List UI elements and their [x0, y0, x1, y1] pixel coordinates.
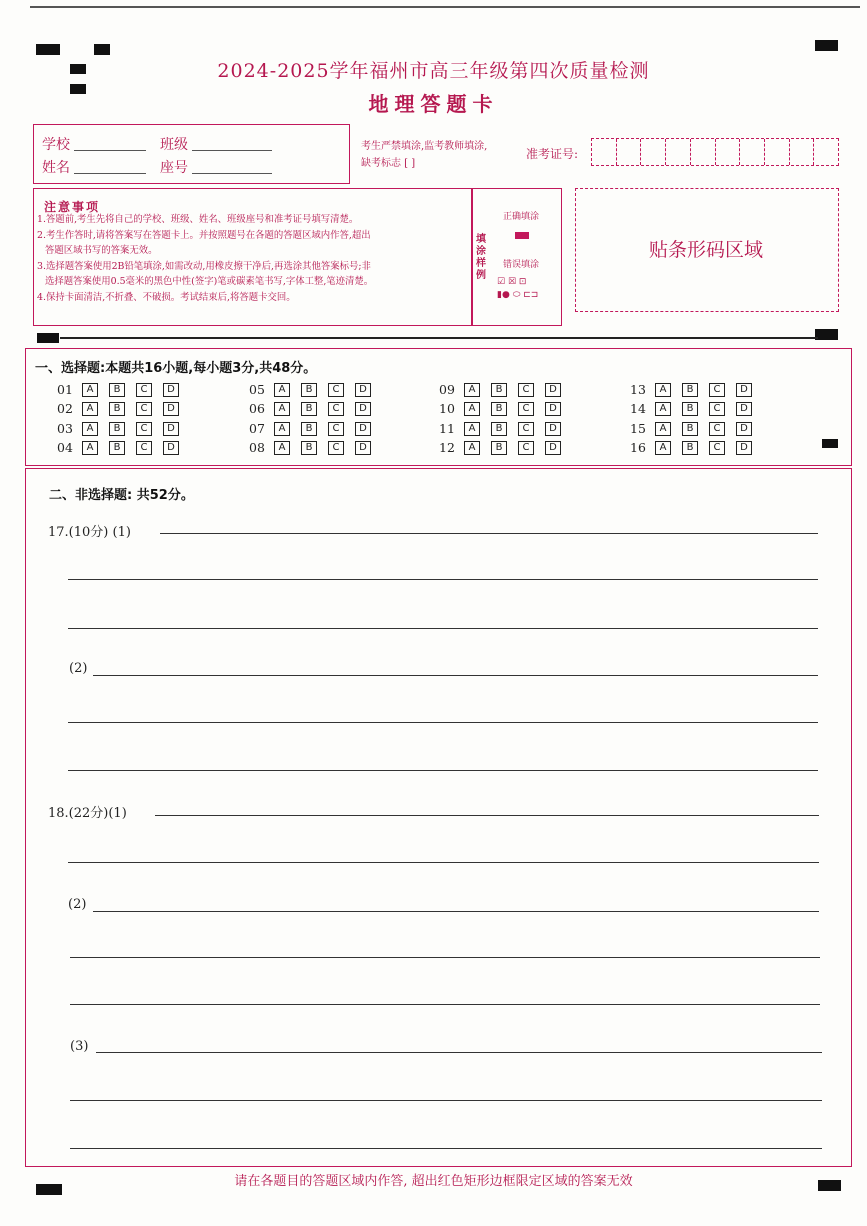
option-bubble[interactable]: A [464, 441, 480, 455]
option-bubble[interactable]: C [709, 402, 725, 416]
correct-fill-label: 正确填涂 [503, 212, 540, 222]
option-bubble[interactable]: B [682, 383, 698, 397]
option-bubble[interactable]: A [274, 383, 290, 397]
class-label: 班级 [160, 137, 188, 153]
option-bubble[interactable]: D [163, 422, 179, 436]
option-bubble[interactable]: B [682, 422, 698, 436]
option-bubble[interactable]: D [163, 441, 179, 455]
option-bubble[interactable]: A [655, 422, 671, 436]
option-bubble[interactable]: B [109, 422, 125, 436]
notice-item: 答题区域书写的答案无效。 [45, 245, 158, 257]
option-bubble[interactable]: A [274, 422, 290, 436]
top-edge-line [30, 6, 860, 8]
option-bubble[interactable]: C [136, 402, 152, 416]
question-number: 08 [249, 440, 265, 455]
seat-field[interactable] [192, 173, 272, 174]
school-field[interactable] [74, 150, 146, 151]
option-bubble[interactable]: B [491, 441, 507, 455]
question-number: 04 [57, 440, 73, 455]
answer-line[interactable] [160, 533, 818, 534]
timing-mark [37, 333, 59, 343]
option-bubble[interactable]: A [464, 383, 480, 397]
option-bubble[interactable]: C [518, 422, 534, 436]
answer-line[interactable] [96, 1052, 822, 1053]
proctor-note: 考生严禁填涂,监考教师填涂, [361, 141, 488, 152]
option-bubble[interactable]: D [355, 402, 371, 416]
option-bubble[interactable]: D [736, 441, 752, 455]
question-number: 02 [57, 401, 73, 416]
q17-label: 17.(10分) (1) [48, 525, 131, 540]
option-bubble[interactable]: B [301, 422, 317, 436]
question-number: 15 [630, 421, 646, 436]
option-bubble[interactable]: C [709, 422, 725, 436]
option-bubble[interactable]: A [274, 402, 290, 416]
option-bubble[interactable]: D [545, 422, 561, 436]
q17-part2-label: (2) [69, 661, 88, 676]
wrong-cross-icon: ☒ [507, 277, 517, 287]
option-bubble[interactable]: B [301, 441, 317, 455]
option-bubble[interactable]: D [736, 383, 752, 397]
wrong-fill-label: 错误填涂 [503, 260, 540, 270]
question-number: 05 [249, 382, 265, 397]
timing-mark [36, 44, 60, 55]
option-bubble[interactable]: A [655, 441, 671, 455]
seat-label: 座号 [160, 160, 188, 176]
option-bubble[interactable]: D [736, 422, 752, 436]
notice-item: 选择题答案使用0.5毫米的黑色中性(签字)笔或碳素笔书写,字体工整,笔迹清楚。 [45, 276, 374, 288]
option-bubble[interactable]: B [109, 441, 125, 455]
question-number: 12 [439, 440, 455, 455]
timing-mark [815, 329, 838, 340]
wrong-half-icon: ▮● [497, 290, 510, 300]
timing-mark [94, 44, 110, 55]
option-bubble[interactable]: D [163, 383, 179, 397]
option-bubble[interactable]: D [355, 441, 371, 455]
option-bubble[interactable]: D [545, 383, 561, 397]
wrong-check-icon: ☑ [497, 277, 506, 287]
option-bubble[interactable]: C [518, 402, 534, 416]
wrong-dot-icon: ⊡ [518, 277, 527, 287]
absent-mark[interactable]: 缺考标志 [ ] [361, 158, 416, 169]
question-number: 09 [439, 382, 455, 397]
option-bubble[interactable]: A [655, 402, 671, 416]
question-number: 01 [57, 382, 73, 397]
answer-line[interactable] [93, 675, 818, 676]
q18-part2-label: (2) [68, 897, 87, 912]
nonchoice-section [25, 468, 852, 1167]
school-label: 学校 [42, 137, 70, 153]
option-bubble[interactable]: C [136, 383, 152, 397]
q18-label: 18.(22分)(1) [48, 806, 127, 821]
nonchoice-title: 二、非选择题: 共52分。 [49, 488, 194, 503]
option-bubble[interactable]: D [163, 402, 179, 416]
option-bubble[interactable]: D [545, 402, 561, 416]
name-field[interactable] [74, 173, 146, 174]
barcode-label: 贴条形码区域 [648, 239, 763, 261]
wrong-bracket-icon: ⊏⊐ [523, 290, 539, 300]
option-bubble[interactable]: B [682, 402, 698, 416]
option-bubble[interactable]: C [518, 383, 534, 397]
option-bubble[interactable]: D [355, 422, 371, 436]
wrong-oval-icon: ⬭ [512, 290, 521, 300]
q18-part3-label: (3) [70, 1039, 89, 1054]
question-number: 13 [630, 382, 646, 397]
option-bubble[interactable]: B [491, 383, 507, 397]
notice-list [37, 212, 467, 306]
wrong-fill-samples [497, 276, 555, 302]
option-bubble[interactable]: B [682, 441, 698, 455]
choice-title: 一、选择题:本题共16小题,每小题3分,共48分。 [35, 361, 317, 376]
option-bubble[interactable]: C [518, 441, 534, 455]
option-bubble[interactable]: C [709, 383, 725, 397]
answer-line[interactable] [68, 628, 818, 629]
answer-line[interactable] [70, 1100, 822, 1101]
notice-item: 1.答题前,考生先将自己的学校、班级、姓名、班级座号和准考证号填写清楚。 [37, 214, 359, 225]
footer-note: 请在各题目的答题区域内作答, 超出红色矩形边框限定区域的答案无效 [234, 1174, 633, 1189]
answer-line[interactable] [68, 862, 819, 863]
option-bubble[interactable]: C [136, 441, 152, 455]
answer-line[interactable] [68, 579, 818, 580]
question-number: 14 [630, 401, 646, 416]
option-bubble[interactable]: A [655, 383, 671, 397]
option-bubble[interactable]: D [355, 383, 371, 397]
notice-item: 2.考生作答时,请将答案写在答题卡上。并按照题号在各题的答题区域内作答,超出 [37, 229, 371, 241]
notice-item: 4.保持卡面清洁,不折叠、不破损。考试结束后,将答题卡交回。 [37, 291, 296, 303]
correct-fill-sample [515, 232, 529, 239]
timing-mark [815, 40, 838, 51]
sheet-title: 地理答题卡 [368, 92, 499, 116]
option-bubble[interactable]: D [545, 441, 561, 455]
exam-id-grid[interactable] [591, 138, 839, 166]
option-bubble[interactable]: A [82, 441, 98, 455]
student-info-box [33, 124, 350, 184]
answer-line[interactable] [70, 1148, 822, 1149]
question-number: 03 [57, 421, 73, 436]
answer-line[interactable] [93, 911, 819, 912]
option-bubble[interactable]: C [709, 441, 725, 455]
exam-title: 2024-2025学年福州市高三年级第四次质量检测 [217, 60, 650, 82]
option-bubble[interactable]: A [82, 402, 98, 416]
option-bubble[interactable]: B [109, 402, 125, 416]
fill-example-vertical-label: 填涂样例 [476, 234, 486, 281]
name-label: 姓名 [42, 160, 70, 176]
answer-line[interactable] [68, 722, 818, 723]
notice-title: 注意事项 [44, 200, 101, 214]
question-number: 16 [630, 440, 646, 455]
exam-id-label: 准考证号: [526, 147, 579, 161]
option-bubble[interactable]: C [136, 422, 152, 436]
option-bubble[interactable]: B [491, 402, 507, 416]
answer-line[interactable] [70, 1004, 820, 1005]
option-bubble[interactable]: C [328, 402, 344, 416]
option-bubble[interactable]: A [82, 422, 98, 436]
option-bubble[interactable]: A [464, 402, 480, 416]
answer-line[interactable] [70, 957, 820, 958]
option-bubble[interactable]: A [274, 441, 290, 455]
question-number: 06 [249, 401, 265, 416]
option-bubble[interactable]: C [328, 441, 344, 455]
notice-item: 3.选择题答案使用2B铅笔填涂,如需改动,用橡皮擦干净后,再选涂其他答案标号;非 [37, 260, 371, 272]
option-bubble[interactable]: B [301, 402, 317, 416]
question-number: 11 [439, 421, 455, 436]
question-number: 07 [249, 421, 265, 436]
option-bubble[interactable]: B [491, 422, 507, 436]
section-divider [60, 337, 818, 339]
option-bubble[interactable]: A [82, 383, 98, 397]
option-bubble[interactable]: B [301, 383, 317, 397]
option-bubble[interactable]: C [328, 383, 344, 397]
option-bubble[interactable]: D [736, 402, 752, 416]
answer-line[interactable] [155, 815, 819, 816]
class-field[interactable] [192, 150, 272, 151]
option-bubble[interactable]: B [109, 383, 125, 397]
answer-line[interactable] [68, 770, 818, 771]
option-bubble[interactable]: C [328, 422, 344, 436]
question-number: 10 [439, 401, 455, 416]
option-bubble[interactable]: A [464, 422, 480, 436]
